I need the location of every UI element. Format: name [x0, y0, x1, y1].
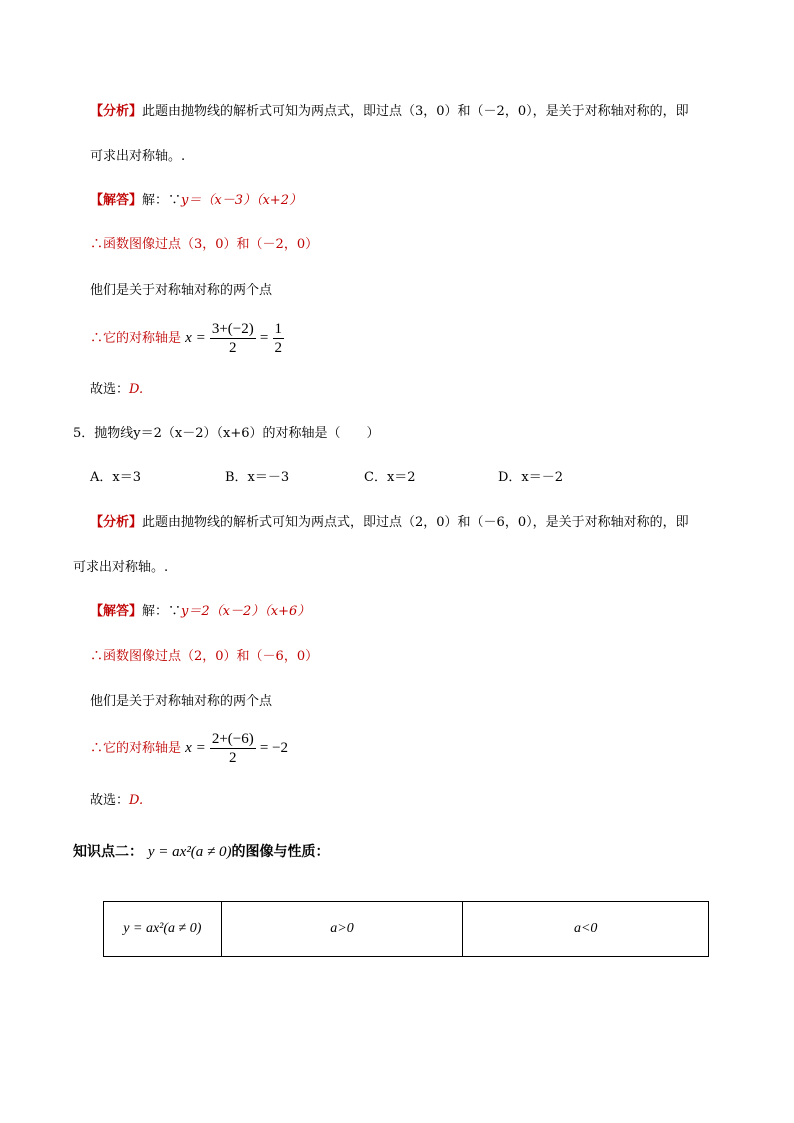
q5-choice-line: [90, 792, 143, 810]
q4-solution-line: [90, 192, 302, 210]
q4-axis-result-denominator: 2: [274, 340, 282, 356]
q4-solution-eq: y＝（x－3）（x+2）: [181, 193, 302, 208]
q4-analysis-line2: 可求出对称轴。.: [90, 149, 186, 164]
table-cell-formula: y = ax²(a ≠ 0): [104, 902, 222, 957]
q5-axis-line: [90, 728, 288, 769]
q5-choice-prefix: 故选：: [90, 793, 130, 808]
q5-analysis-line1: [90, 514, 689, 532]
q4-axis-result-numerator: 1: [274, 321, 282, 337]
q4-symmetry-line: 他们是关于对称轴对称的两个点: [90, 283, 273, 298]
q5-option-a: A．x＝3: [90, 470, 141, 485]
q4-solution-tag: 【解答】: [90, 193, 143, 208]
q4-axis-fraction: [210, 320, 256, 357]
q4-choice: D.: [129, 382, 144, 397]
q5-option-c: C．x＝2: [364, 470, 416, 485]
table-cell-a-positive: a>0: [221, 902, 463, 957]
q5-analysis-tag: 【分析】: [90, 515, 143, 530]
knowledge-heading-formula: y = ax²(a ≠ 0): [147, 844, 232, 860]
q5-symmetry-line: 他们是关于对称轴对称的两个点: [90, 694, 273, 709]
q4-analysis-line1: [90, 103, 689, 121]
q5-choice: D.: [129, 793, 144, 808]
q4-axis-denominator: 2: [229, 340, 237, 356]
q4-solution-prefix: 解：∵: [142, 193, 182, 208]
q5-axis-denominator: 2: [229, 750, 237, 766]
q5-axis-lhs: x =: [185, 740, 206, 756]
q5-axis-fraction: [210, 730, 256, 767]
q5-axis-prefix: ∴它的对称轴是: [90, 741, 182, 756]
q4-analysis-tag: 【分析】: [90, 104, 143, 119]
table-row: [104, 902, 709, 957]
q5-axis-result: = −2: [259, 740, 289, 756]
q5-option-b: B．x＝－3: [225, 470, 290, 485]
q4-choice-line: [90, 381, 143, 399]
q4-points-line: ∴函数图像过点（3，0）和（－2，0）: [90, 237, 319, 252]
knowledge-heading-suffix: 的图像与性质：: [231, 844, 330, 860]
q5-analysis-text: 此题由抛物线的解析式可知为两点式，即过点（2，0）和（－6，0），是关于对称轴对称的，即: [142, 515, 689, 530]
q4-axis-numerator: 3+(−2): [211, 321, 254, 337]
q5-solution-eq: y＝2（x－2）（x+6）: [181, 604, 311, 619]
q4-axis-result: [273, 320, 285, 357]
q4-axis-lhs: x =: [185, 330, 206, 346]
q4-analysis-text: 此题由抛物线的解析式可知为两点式，即过点（3，0）和（－2，0），是关于对称轴对称的，即: [142, 104, 689, 119]
q4-axis-equals: =: [259, 330, 269, 346]
q4-axis-line: [90, 318, 284, 359]
q5-axis-numerator: 2+(−6): [211, 731, 254, 747]
q5-option-d: D．x＝－2: [498, 470, 564, 485]
q4-axis-prefix: ∴它的对称轴是: [90, 331, 182, 346]
q5-solution-line: [90, 603, 310, 621]
knowledge-heading: [73, 843, 330, 861]
q4-choice-prefix: 故选：: [90, 382, 130, 397]
q5-solution-prefix: 解：∵: [142, 604, 182, 619]
q5-points-line: ∴函数图像过点（2，0）和（－6，0）: [90, 649, 319, 664]
q5-stem: 5．抛物线y＝2（x－2）（x+6）的对称轴是（ ）: [73, 426, 380, 441]
knowledge-heading-prefix: 知识点二：: [73, 844, 143, 860]
q5-solution-tag: 【解答】: [90, 604, 143, 619]
q5-analysis-line2: 可求出对称轴。.: [73, 560, 169, 575]
table-cell-a-negative: a<0: [463, 902, 709, 957]
properties-table: [103, 901, 709, 957]
